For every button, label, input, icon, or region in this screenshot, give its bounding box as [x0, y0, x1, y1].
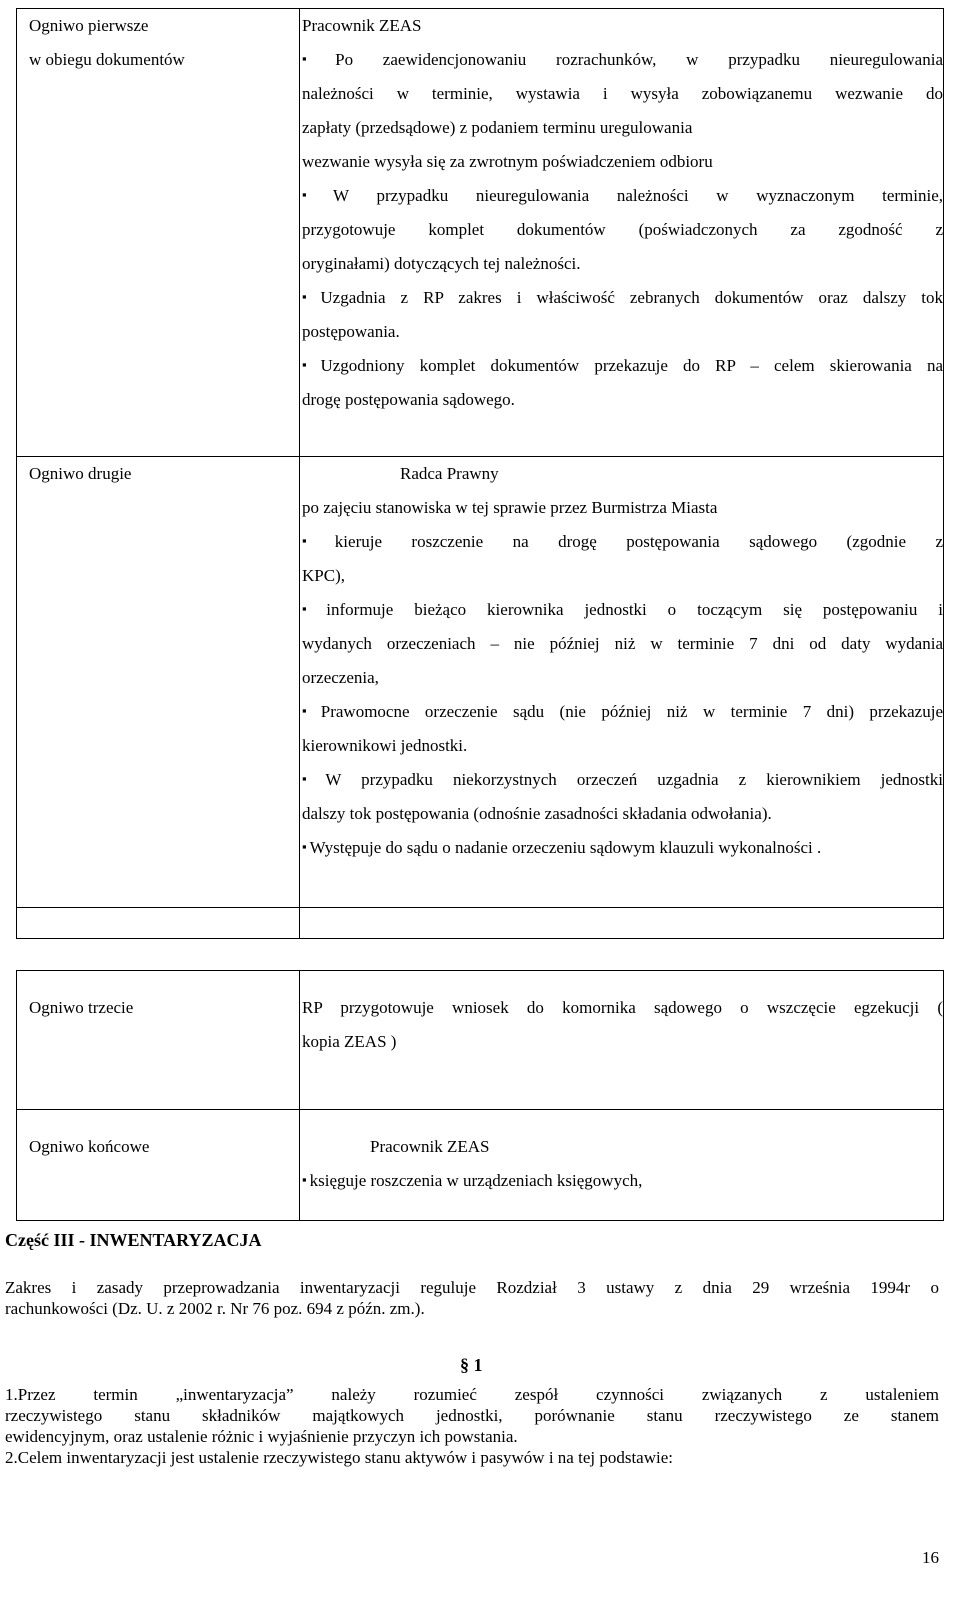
- row-content-cell: [300, 9, 944, 457]
- table-row: [17, 9, 944, 457]
- list-item: ▪ Występuje do sądu o nadanie orzeczeniu sądowym klauzuli wykonalności .: [302, 831, 943, 865]
- empty-cell: [300, 908, 944, 939]
- row-label-cell: [17, 9, 300, 457]
- row-content-cell: [300, 971, 944, 1110]
- row-label: Ogniwo drugie: [29, 464, 132, 483]
- procedure-table-2: [16, 970, 944, 1221]
- row-label: Ogniwo końcowe: [29, 1137, 150, 1156]
- row-content-cell: [300, 1110, 944, 1221]
- list-item: ▪ W przypadku nieuregulowania należności w wyznaczonym terminie,: [302, 179, 943, 213]
- role-heading: Pracownik ZEAS: [370, 1137, 490, 1156]
- list-item: ▪ Po zaewidencjonowaniu rozrachunków, w przypadku nieuregulowania: [302, 43, 943, 77]
- row-label-cell: [17, 971, 300, 1110]
- list-item-cont: drogę postępowania sądowego.: [302, 390, 515, 409]
- section-mark: § 1: [460, 1355, 483, 1375]
- list-item: ▪ Prawomocne orzeczenie sądu (nie później niż w terminie 7 dni) przekazuje: [302, 695, 943, 729]
- text-line: 1.Przez termin „inwentaryzacja” należy rozumieć zespół czynności związanych z ustaleniem: [5, 1385, 939, 1404]
- row-label: Ogniwo pierwsze: [29, 16, 149, 35]
- paragraph-1: [5, 1384, 939, 1468]
- table-row: [17, 457, 944, 908]
- row-content-cell: [300, 457, 944, 908]
- list-item-cont: postępowania.: [302, 322, 400, 341]
- list-item: ▪ informuje bieżąco kierownika jednostki o toczącym się postępowaniu i: [302, 593, 943, 627]
- list-item-cont: należności w terminie, wystawia i wysyła zobowiązanemu wezwanie do: [302, 84, 943, 103]
- list-item: po zajęciu stanowiska w tej sprawie przez Burmistrza Miasta: [302, 498, 718, 517]
- intro-paragraph: [5, 1277, 939, 1319]
- row-label: Ogniwo trzecie: [29, 998, 134, 1017]
- list-item: ▪ kieruje roszczenie na drogę postępowania sądowego (zgodnie z: [302, 525, 943, 559]
- table-row: [17, 1110, 944, 1221]
- table-row: [17, 971, 944, 1110]
- list-item-cont: oryginałami) dotyczących tej należności.: [302, 254, 581, 273]
- role-heading: Pracownik ZEAS: [302, 16, 422, 35]
- list-item: ▪ Uzgodniony komplet dokumentów przekazuje do RP – celem skierowania na: [302, 349, 943, 383]
- list-item-cont: KPC),: [302, 566, 345, 585]
- text-line: rachunkowości (Dz. U. z 2002 r. Nr 76 poz. 694 z późn. zm.).: [5, 1299, 425, 1318]
- list-item-cont: zapłaty (przedsądowe) z podaniem terminu uregulowania: [302, 118, 693, 137]
- list-item-cont: kopia ZEAS ): [302, 1032, 397, 1051]
- list-item-cont: przygotowuje komplet dokumentów (poświadczonych za zgodność z: [302, 220, 943, 239]
- list-item-cont: dalszy tok postępowania (odnośnie zasadności składania odwołania).: [302, 804, 772, 823]
- part-heading: Część III - INWENTARYZACJA: [5, 1230, 262, 1250]
- text-line: ewidencyjnym, oraz ustalenie różnic i wyjaśnienie przyczyn ich powstania.: [5, 1427, 518, 1446]
- text-line: Zakres i zasady przeprowadzania inwentaryzacji reguluje Rozdział 3 ustawy z dnia 29 września 1994r o: [5, 1278, 939, 1297]
- row-label-cell: [17, 457, 300, 908]
- procedure-table-1: [16, 8, 944, 939]
- list-item-cont: wydanych orzeczeniach – nie później niż w terminie 7 dni od daty wydania: [302, 634, 943, 653]
- row-label-cell: [17, 1110, 300, 1221]
- text-line: rzeczywistego stanu składników majątkowych jednostki, porównanie stanu rzeczywistego ze stanem: [5, 1406, 939, 1425]
- list-item-cont: orzeczenia,: [302, 668, 379, 687]
- list-item: RP przygotowuje wniosek do komornika sądowego o wszczęcie egzekucji (: [302, 998, 943, 1017]
- role-heading: Radca Prawny: [400, 464, 499, 483]
- list-item-cont: wezwanie wysyła się za zwrotnym poświadczeniem odbioru: [302, 152, 713, 171]
- page-number: 16: [922, 1548, 939, 1567]
- text-line: 2.Celem inwentaryzacji jest ustalenie rzeczywistego stanu aktywów i pasywów i na tej podstawie:: [5, 1448, 673, 1467]
- table-row-empty: [17, 908, 944, 939]
- row-label: w obiegu dokumentów: [29, 50, 185, 69]
- list-item: ▪ Uzgadnia z RP zakres i właściwość zebranych dokumentów oraz dalszy tok: [302, 281, 943, 315]
- list-item: ▪ księguje roszczenia w urządzeniach księgowych,: [302, 1164, 943, 1198]
- list-item: ▪ W przypadku niekorzystnych orzeczeń uzgadnia z kierownikiem jednostki: [302, 763, 943, 797]
- empty-cell: [17, 908, 300, 939]
- list-item-cont: kierownikowi jednostki.: [302, 736, 468, 755]
